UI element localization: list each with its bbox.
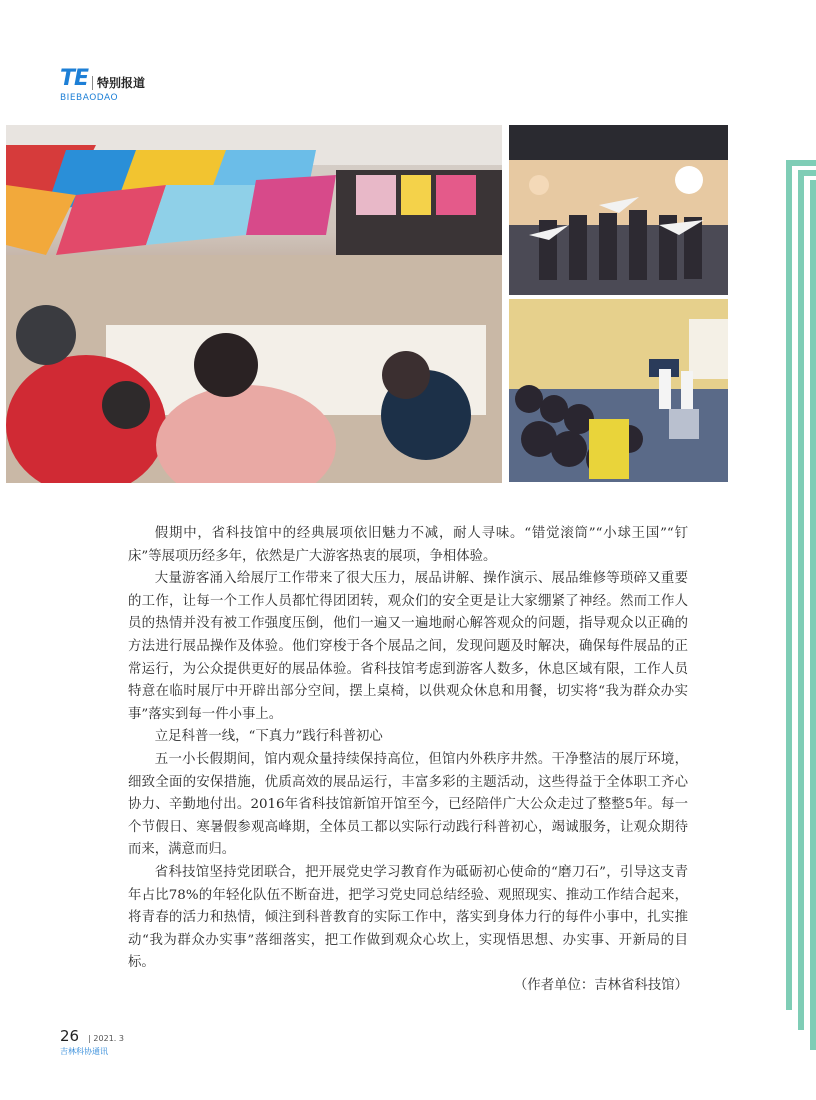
subheading: 立足科普一线，“下真力”践行科普初心	[154, 729, 383, 745]
article-body	[128, 523, 688, 997]
decorative-stripe	[798, 170, 804, 1030]
lecture-hall-illustration	[509, 299, 728, 482]
page-number: 26	[60, 1027, 80, 1045]
author-affiliation: （作者单位：吉林省科技馆）	[513, 977, 688, 993]
section-header	[60, 68, 145, 103]
section-title: 特别报道	[92, 76, 145, 90]
paragraph: 假期中，省科技馆中的经典展项依旧魅力不减，耐人寻味。“错觉滚筒”“小球王国”“钉床”等展项历经多年，依然是广大游客热衷的展项，争相体验。	[128, 526, 688, 564]
paragraph: 五一小长假期间，馆内观众量持续保持高位，但馆内外秩序井然。干净整洁的展厅环境，细致全面的安保措施，优质高效的展品运行，丰富多彩的主题活动，这些得益于全体职工齐心协力、辛勤地付出。2016年省科技馆新馆开馆至今，已经陪伴广大公众走过了整整5年。每一个节假日、寒暑假参观高峰期，全体员工都以实际行动践行科普初心，竭诚服务，让观众期待而来，满意而归。	[128, 751, 688, 858]
classroom-illustration	[6, 125, 502, 483]
decorative-stripe	[810, 180, 816, 1050]
decorative-stripe-cap	[786, 160, 816, 166]
classroom-photo	[6, 125, 502, 483]
paper-plane-photo	[509, 125, 728, 295]
issue-label: | 2021. 3	[88, 1034, 124, 1043]
decorative-stripe-cap	[798, 170, 816, 176]
section-pinyin: BIEBAODAO	[60, 93, 119, 103]
decorative-stripe	[786, 160, 792, 1010]
page-footer	[60, 1026, 124, 1057]
paragraph: 大量游客涌入给展厅工作带来了很大压力，展品讲解、操作演示、展品维修等琐碎又重要的工作，让每一个工作人员都忙得团团转，观众们的安全更是让大家绷紧了神经。然而工作人员的热情并没有被工作强度压倒，他们一遍又一遍地耐心解答观众的问题，指导观众以正确的方法进行展品操作及体验。他们穿梭于各个展品之间，发现问题及时解决，确保每件展品的正常运行，为公众提供更好的展品体验。省科技馆考虑到游客人数多，休息区域有限，工作人员特意在临时展厅中开辟出部分空间，摆上桌椅，以供观众休息和用餐，切实将“我为群众办实事”落实到每一件小事上。	[128, 571, 688, 722]
paragraph: 省科技馆坚持党团联合，把开展党史学习教育作为砥砺初心使命的“磨刀石”，引导这支青年占比78%的年轻化队伍不断奋进，把学习党史同总结经验、观照现实、推动工作结合起来，将青春的活力和热情，倾注到科普教育的实际工作中，落实到身体力行的每件小事中，扎实推动“我为群众办实事”落细落实，把工作做到观众心坎上，实现悟思想、办实事、开新局的目标。	[128, 864, 688, 971]
decorative-stripe-cap	[810, 180, 816, 186]
paper-plane-illustration	[509, 125, 728, 295]
lecture-hall-photo	[509, 299, 728, 482]
journal-name: 吉林科协通讯	[60, 1047, 108, 1056]
magazine-logo: TE	[60, 66, 89, 91]
